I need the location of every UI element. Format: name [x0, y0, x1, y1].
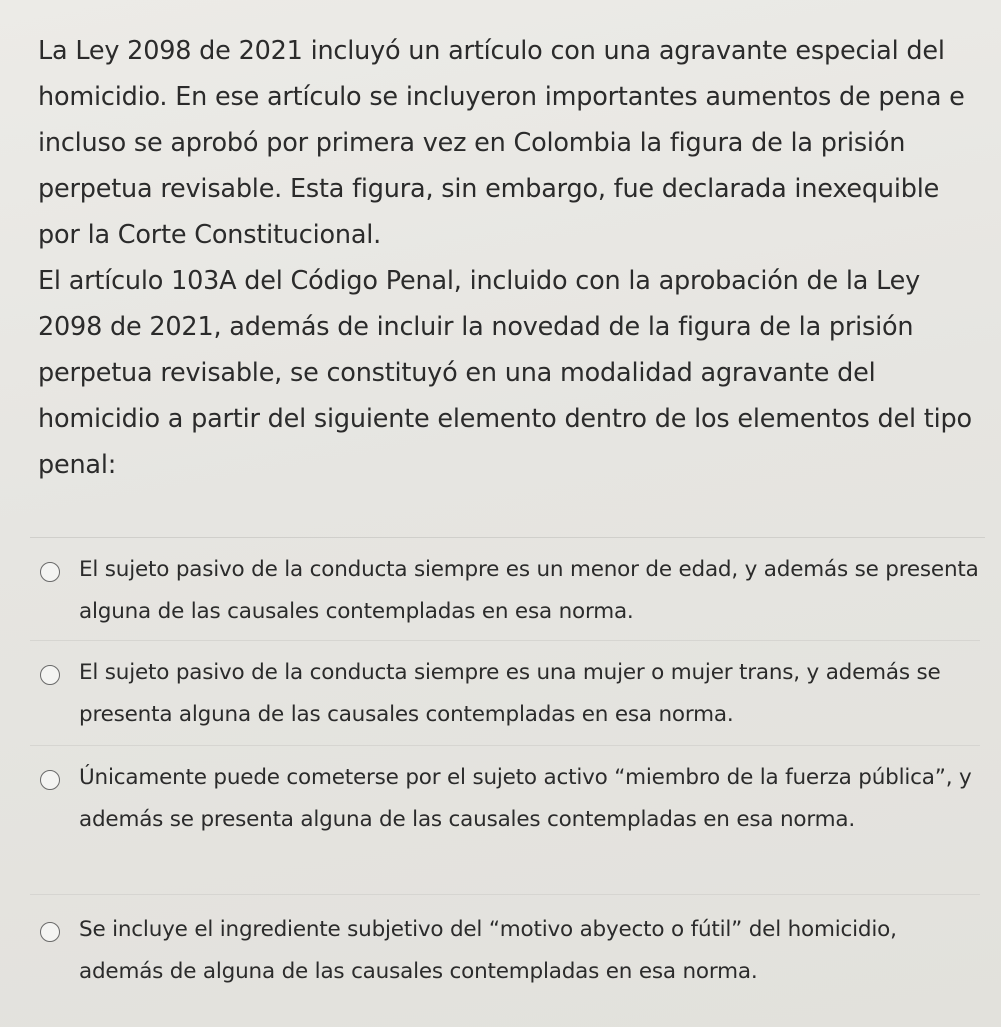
question-text — [38, 28, 983, 488]
radio-button-icon[interactable] — [40, 922, 60, 942]
answer-option-label[interactable]: El sujeto pasivo de la conducta siempre es un menor de edad, y además se presenta alguna de las causales contempladas en esa norma. — [79, 557, 979, 624]
answer-option-label[interactable]: Se incluye el ingrediente subjetivo del “motivo abyecto o fútil” del homicidio, además de alguna de las causales contempladas en esa norma. — [79, 917, 897, 984]
radio-button-icon[interactable] — [40, 770, 60, 790]
answer-option-label[interactable]: Únicamente puede cometerse por el sujeto activo “miembro de la fuerza pública”, y además se presenta alguna de las causales contempladas en esa norma. — [79, 765, 972, 832]
option-divider — [30, 640, 980, 641]
question-divider — [30, 537, 985, 538]
radio-button-icon[interactable] — [40, 665, 60, 685]
option-divider — [30, 894, 980, 895]
question-paragraph-prompt: El artículo 103A del Código Penal, incluido con la aprobación de la Ley 2098 de 2021, además de incluir la novedad de la figura de la prisión perpetua revisable, se constituyó en una modalidad agravante del homicidio a partir del siguiente elemento dentro de los elementos del tipo penal: — [38, 266, 972, 480]
option-divider — [30, 745, 980, 746]
question-paragraph-intro: La Ley 2098 de 2021 incluyó un artículo con una agravante especial del homicidio. En ese artículo se incluyeron importantes aumentos de pena e incluso se aprobó por primera vez en Colombia la figura de la prisión perpetua revisable. Esta figura, sin embargo, fue declarada inexequible por la Corte Constitucional. — [38, 36, 965, 250]
answer-option-label[interactable]: El sujeto pasivo de la conducta siempre es una mujer o mujer trans, y además se presenta alguna de las causales contempladas en esa norma. — [79, 660, 941, 727]
radio-button-icon[interactable] — [40, 562, 60, 582]
